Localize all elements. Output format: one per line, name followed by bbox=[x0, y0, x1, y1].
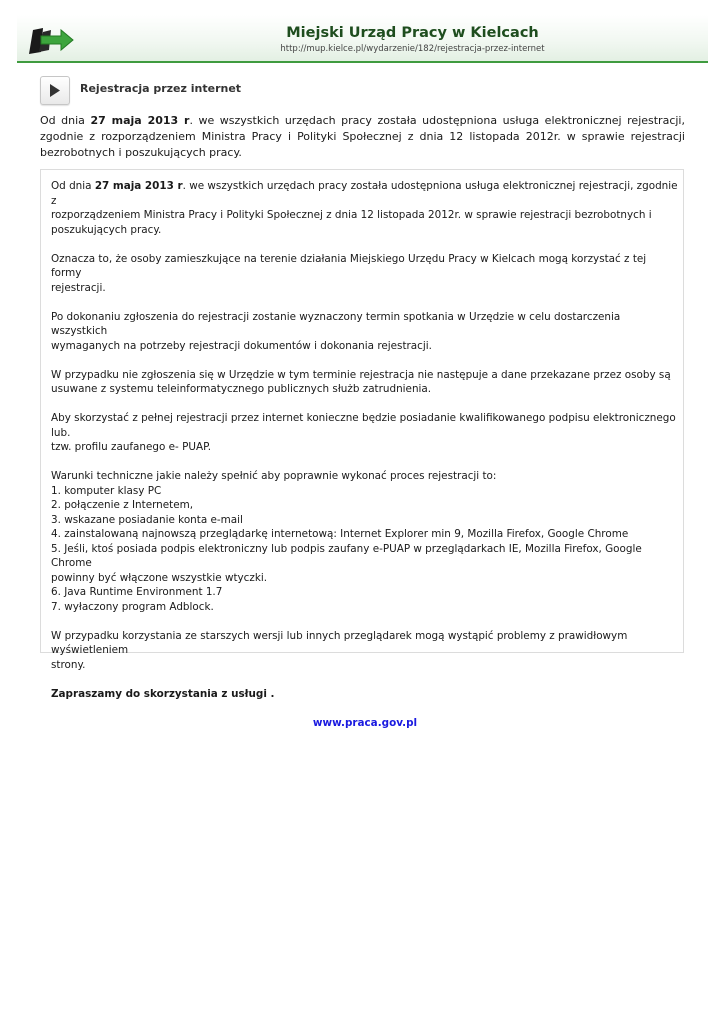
article-title: Rejestracja przez internet bbox=[80, 82, 242, 95]
p4-line1: W przypadku nie zgłoszenia się w Urzędzie w tym terminie rejestracja nie następuje a dane przekazane przez osoby są bbox=[51, 368, 671, 381]
article-content-box bbox=[40, 169, 684, 729]
p7-line2: strony. bbox=[51, 658, 86, 671]
paragraph-appointment bbox=[51, 310, 679, 354]
p3-line2: wymaganych na potrzeby rejestracji dokumentów i dokonania rejestracji. bbox=[51, 339, 432, 352]
p1-date: 27 maja 2013 r bbox=[94, 180, 183, 192]
praca-gov-link[interactable]: www.praca.gov.pl bbox=[312, 716, 418, 729]
list-item: powinny być włączone wszystkie wtyczki. bbox=[51, 571, 268, 584]
requirements-list bbox=[51, 469, 679, 614]
p1-line2: rozporządzeniem Ministra Pracy i Polityki Społecznej z dnia 12 listopada 2012r. w sprawie rejestracji bezrobotnych i bbox=[51, 209, 652, 221]
closing-invitation: Zapraszamy do skorzystania z usługi . bbox=[51, 687, 275, 700]
page-url: http://mup.kielce.pl/wydarzenie/182/rejestracja-przez-internet bbox=[280, 44, 545, 54]
p1-line3: poszukujących pracy. bbox=[51, 223, 162, 236]
p2-line1: Oznacza to, że osoby zamieszkujące na terenie działania Miejskiego Urzędu Pracy w Kielcach mogą korzystać z tej formy bbox=[51, 252, 647, 279]
page-header bbox=[17, 15, 708, 63]
p5-line1: Aby skorzystać z pełnej rejestracji przez internet konieczne będzie posiadanie kwalifikowanego podpisu elektronicznego lub. bbox=[51, 412, 676, 439]
paragraph-signature bbox=[51, 411, 679, 455]
list-item: 6. Java Runtime Environment 1.7 bbox=[51, 586, 223, 598]
list-item: 2. połączenie z Internetem, bbox=[51, 499, 194, 511]
article-arrow-button[interactable] bbox=[40, 76, 70, 105]
link-line bbox=[51, 716, 679, 731]
logo-icon bbox=[27, 24, 75, 56]
article-intro bbox=[40, 113, 685, 161]
paragraph-no-show bbox=[51, 368, 679, 397]
site-title: Miejski Urząd Pracy w Kielcach bbox=[286, 25, 539, 41]
list-item: 1. komputer klasy PC bbox=[51, 484, 162, 497]
p5-line2: tzw. profilu zaufanego e- PUAP. bbox=[51, 441, 212, 453]
p2-line2: rejestracji. bbox=[51, 281, 106, 294]
list-item: 4. zainstalowaną najnowszą przeglądarkę internetową: Internet Explorer min 9, Mozilla Firefox, Google Chrome bbox=[51, 528, 629, 540]
list-item: 7. wyłaczony program Adblock. bbox=[51, 600, 214, 613]
article-body bbox=[51, 179, 679, 745]
paragraph-registration-date bbox=[51, 179, 679, 237]
intro-rest: . we wszystkich urzędach pracy została udostępniona usługa elektronicznej rejestracji, zgodnie z rozporządzeniem Ministra Pracy i Polityki Społecznej z dnia 12 listopada 2012r. w sprawie rejestracji bezrobotnych i poszukujących pracy. bbox=[40, 114, 685, 159]
paragraph-residents bbox=[51, 252, 679, 296]
list-item: 3. wskazane posiadanie konta e-mail bbox=[51, 513, 243, 526]
intro-date: 27 maja 2013 r bbox=[90, 114, 190, 127]
p1-line1-rest: . we wszystkich urzędach pracy została udostępniona usługa elektronicznej rejestracji, zgodnie z bbox=[51, 180, 678, 207]
p4-line2: usuwane z systemu teleinformatycznego publicznych służb zatrudnienia. bbox=[51, 383, 432, 395]
paragraph-old-browsers bbox=[51, 629, 679, 673]
list-item: 5. Jeśli, ktoś posiada podpis elektroniczny lub podpis zaufany e-PUAP w przeglądarkach IE, Mozilla Firefox, Google Chrome bbox=[51, 542, 642, 569]
p1-prefix: Od dnia bbox=[51, 180, 95, 192]
p7-line1: W przypadku korzystania ze starszych wersji lub innych przeglądarek mogą wystąpić problemy z prawidłowym wyświetleniem bbox=[51, 629, 628, 656]
requirements-heading: Warunki techniczne jakie należy spełnić aby poprawnie wykonać proces rejestracji to: bbox=[51, 470, 497, 482]
play-arrow-icon bbox=[49, 84, 61, 97]
p3-line1: Po dokonaniu zgłoszenia do rejestracji zostanie wyznaczony termin spotkania w Urzędzie w celu dostarczenia wszystkich bbox=[51, 310, 621, 337]
intro-prefix: Od dnia bbox=[40, 114, 91, 127]
